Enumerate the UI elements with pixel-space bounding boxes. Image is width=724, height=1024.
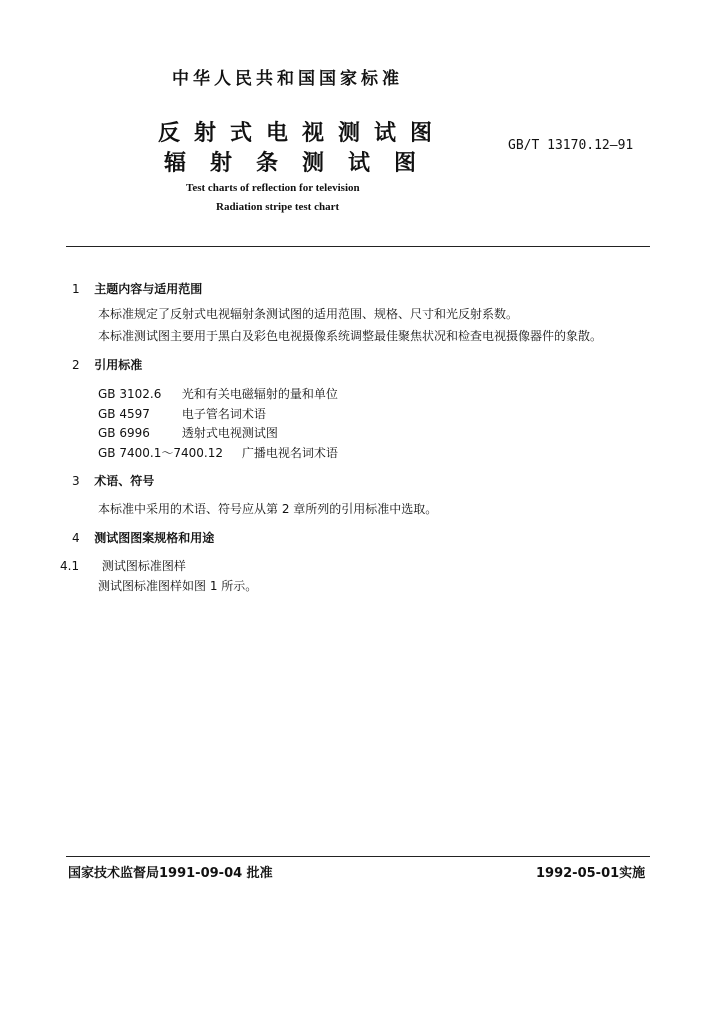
section-title: 术语、符号 (94, 474, 155, 488)
section-title: 主题内容与适用范围 (94, 282, 203, 296)
reference-item (98, 405, 266, 422)
section-1-paragraph-2: 本标准测试图主要用于黑白及彩色电视摄像系统调整最佳聚焦状况和检查电视摄像器件的象散。 (98, 329, 603, 343)
section-title: 测试图图案规格和用途 (94, 531, 215, 545)
section-title: 引用标准 (94, 358, 143, 372)
top-divider (66, 246, 650, 247)
reference-code: GB 7400.1～7400.12 (98, 446, 223, 460)
reference-code: GB 6996 (98, 426, 150, 440)
section-number: 4 (72, 531, 80, 545)
section-3-paragraph-1: 本标准中采用的术语、符号应从第 2 章所列的引用标准中选取。 (98, 502, 438, 516)
doc-title-line1: 反射式电视测试图 (158, 121, 447, 146)
section-number: 1 (72, 282, 80, 296)
section-1-paragraph-1: 本标准规定了反射式电视辐射条测试图的适用范围、规格、尺寸和光反射系数。 (98, 307, 519, 321)
section-3-heading (72, 472, 154, 489)
subsection-number: 4.1 (60, 559, 80, 573)
section-2-heading (72, 356, 142, 373)
standard-code: GB/T 13170.12—91 (508, 138, 634, 153)
reference-item (98, 444, 338, 461)
reference-item (98, 385, 338, 402)
section-1-heading (72, 280, 202, 297)
reference-title: 电子管名词术语 (181, 407, 266, 421)
approval-note: 国家技术监督局1991-09-04 批准 (68, 866, 273, 881)
subsection-4-1-paragraph: 测试图标准图样如图 1 所示。 (98, 579, 258, 593)
reference-item (98, 424, 278, 441)
reference-code: GB 3102.6 (98, 387, 162, 401)
reference-title: 广播电视名词术语 (241, 446, 338, 460)
effective-date: 1992-05-01实施 (536, 866, 646, 881)
national-standard-title: 中华人民共和国国家标准 (172, 69, 403, 89)
subsection-title: 测试图标准图样 (101, 559, 186, 573)
subsection-4-1-heading (60, 557, 186, 574)
section-4-heading (72, 529, 214, 546)
reference-title: 光和有关电磁辐射的量和单位 (181, 387, 338, 401)
section-number: 2 (72, 358, 80, 372)
bottom-divider (66, 856, 650, 857)
reference-code: GB 4597 (98, 407, 150, 421)
english-title-line1: Test charts of reflection for television (186, 182, 360, 194)
section-number: 3 (72, 474, 80, 488)
reference-title: 透射式电视测试图 (181, 426, 278, 440)
english-title-line2: Radiation stripe test chart (216, 201, 340, 213)
doc-title-line2: 辐射条测试图 (164, 151, 441, 176)
